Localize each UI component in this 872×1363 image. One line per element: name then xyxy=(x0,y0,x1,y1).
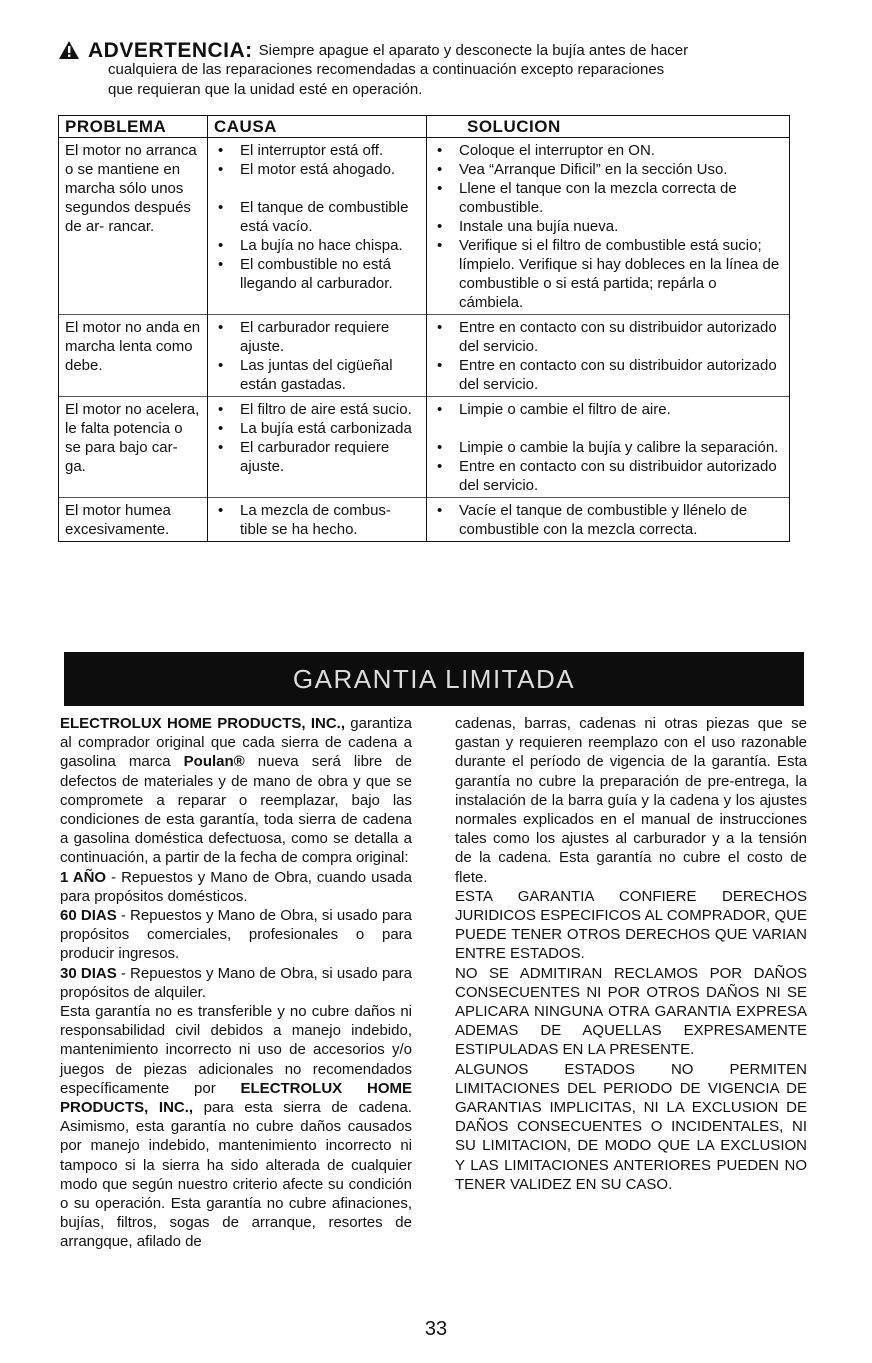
page-number: 33 xyxy=(424,1318,448,1340)
warranty-exclusions-paragraph: cadenas, barras, cadenas ni otras piezas que se gastan y requieren reemplazo con el uso razonable durante el período de vigencia de la garantía. Esta garantía no cubre la preparación de pre-entrega, la instalación de la barra guía y la cadena y los ajustes normales explicados en el manual de instrucciones tales como los ajustes al carburador y a la tensión de la cadena. Esta garantía no cubre el costo de flete. xyxy=(455,715,807,886)
warning-text-line2: cualquiera de las reparaciones recomendadas a continuación excepto reparaciones xyxy=(108,61,665,78)
header-problem: PROBLEMA xyxy=(59,116,208,138)
cause-cell xyxy=(208,138,427,315)
solution-item: • Entre en contacto con su distribuidor autorizado del servicio. xyxy=(433,356,783,394)
solution-cell xyxy=(427,498,790,542)
cause-item: • El filtro de aire está sucio. xyxy=(214,400,420,419)
table-row xyxy=(59,315,790,397)
term-label: 1 AÑO xyxy=(60,868,107,886)
problem-text: El motor no acelera, le falta potencia o se para bajo car- ga. xyxy=(65,401,200,475)
problem-text: El motor no anda en marcha lenta como debe. xyxy=(65,319,201,374)
term-text: - Repuestos y Mano de Obra, cuando usada para propósitos domésticos. xyxy=(60,868,412,905)
table-row xyxy=(59,138,790,315)
warning-block xyxy=(58,40,798,100)
warranty-states-paragraph: ALGUNOS ESTADOS NO PERMITEN LIMITACIONES DEL PERIODO DE VIGENCIA DE GARANTIAS IMPLICITAS, NI LA EXCLUSION DE DAÑOS CONSECUENTES O INCIDENTALES, NI SU LIMITACION, DE MODO QUE LA EXCLUSION Y LAS LIMITACIONES ANTERIORES PUEDEN NO TENER VALIDEZ EN SU CASO. xyxy=(455,1060,807,1193)
solution-item: • Entre en contacto con su distribuidor autorizado del servicio. xyxy=(433,318,783,356)
cause-item: • El carburador requiere ajuste. xyxy=(214,438,420,476)
warranty-claims-paragraph: NO SE ADMITIRAN RECLAMOS POR DAÑOS CONSECUENTES NI POR OTROS DAÑOS NI SE APLICARA NINGUNA OTRA GARANTIA EXPRESA ADEMAS DE AQUELLAS EXPRESAMENTE ESTIPULADAS EN LA PRESENTE. xyxy=(455,964,807,1059)
cause-item: • El carburador requiere ajuste. xyxy=(214,318,420,356)
term-label: 60 DIAS xyxy=(60,907,117,925)
warning-text-line1: Siempre apague el aparato y desconecte la bujía antes de hacer xyxy=(258,41,689,59)
problem-cell xyxy=(59,397,208,498)
solution-item: • Limpie o cambie el filtro de aire. xyxy=(433,400,783,419)
solution-item: • Limpie o cambie la bujía y calibre la separación. xyxy=(433,438,783,457)
solution-cell xyxy=(427,397,790,498)
term-label: 30 DIAS xyxy=(60,964,117,982)
warranty-body-paragraph xyxy=(60,1002,412,1252)
warranty-banner: GARANTIA LIMITADA xyxy=(64,652,804,706)
cause-item: • El interruptor está off. xyxy=(214,141,420,160)
cause-cell xyxy=(208,315,427,397)
solution-item: • Entre en contacto con su distribuidor autorizado del servicio. xyxy=(433,457,783,495)
problem-text: El motor humea excesivamente. xyxy=(65,502,171,538)
table-row xyxy=(59,498,790,542)
warranty-intro-paragraph xyxy=(60,714,412,868)
warranty-left-column xyxy=(60,714,412,1252)
warranty-intro-text-2: nueva será libre de defectos de materiales y de mano de obra y que se compromete a reparar o reemplazar, bajo las condiciones de esta garantía, toda sierra de cadena a gasolina doméstica defectuosa, como se detalla a continuación, a partir de la fecha de compra original: xyxy=(60,753,412,867)
warning-title: ADVERTENCIA: xyxy=(88,38,253,62)
cause-item: • Las juntas del cigüeñal están gastadas. xyxy=(214,356,420,394)
warranty-right-column xyxy=(455,714,807,1194)
header-cause: CAUSA xyxy=(208,116,427,138)
cause-item: • El tanque de combustible está vacío. xyxy=(214,198,420,236)
cause-item: • La mezcla de combus- tible se ha hecho. xyxy=(214,501,420,539)
cause-cell xyxy=(208,498,427,542)
term-text: - Repuestos y Mano de Obra, si usado para propósitos de alquiler. xyxy=(60,964,412,1001)
warranty-term xyxy=(60,906,412,964)
warning-triangle-icon xyxy=(58,40,80,60)
warranty-body-text-2: para esta sierra de cadena. Asimismo, esta garantía no cubre daños causados por manejo indebido, mantenimiento incorrecto ni tampoco si la sierra ha sido alterada de cualquier modo que según nuestro criterio afecte su condición o su operación. Esta garantía no cubre afinaciones, bujías, filtros, sogas de arranque, resortes de arrangque, afilado de xyxy=(60,1099,412,1251)
header-solution: SOLUCION xyxy=(427,116,790,138)
table-header-row xyxy=(59,116,790,138)
warranty-term xyxy=(60,868,412,906)
solution-item: • Coloque el interruptor en ON. xyxy=(433,141,783,160)
problem-cell xyxy=(59,315,208,397)
problem-cell xyxy=(59,498,208,542)
warranty-rights-paragraph: ESTA GARANTIA CONFIERE DERECHOS JURIDICOS ESPECIFICOS AL COMPRADOR, QUE PUEDE TENER OTROS DERECHOS QUE VARIAN ENTRE ESTADOS. xyxy=(455,887,807,963)
solution-item: • Vea “Arranque Dificil” en la sección Uso. xyxy=(433,160,783,179)
cause-item: • El motor está ahogado. xyxy=(214,160,420,179)
solution-cell xyxy=(427,315,790,397)
company-name: ELECTROLUX HOME PRODUCTS, INC., xyxy=(60,715,345,732)
solution-cell xyxy=(427,138,790,315)
cause-item: • La bujía no hace chispa. xyxy=(214,236,420,255)
cause-item: • El combustible no está llegando al carburador. xyxy=(214,255,420,293)
warning-text-line3: que requieran que la unidad esté en operación. xyxy=(108,81,423,98)
solution-item: • Llene el tanque con la mezcla correcta de combustible. xyxy=(433,179,783,217)
solution-item: • Instale una bujía nueva. xyxy=(433,217,783,236)
term-text: - Repuestos y Mano de Obra, si usado para propósitos comerciales, profesionales o para producir ingresos. xyxy=(60,907,412,963)
troubleshooting-table xyxy=(58,115,790,542)
brand-name: Poulan® xyxy=(183,753,245,771)
solution-item: • Vacíe el tanque de combustible y llénelo de combustible con la mezcla correcta. xyxy=(433,501,783,539)
cause-item: • La bujía está carbonizada xyxy=(214,419,420,438)
warranty-term xyxy=(60,964,412,1002)
table-row xyxy=(59,397,790,498)
solution-item: • Verifique si el filtro de combustible está sucio; límpielo. Verifique si hay dobleces en la línea de combustible o si está partida; repárla o cámbiela. xyxy=(433,236,783,312)
warranty-intro-text: garantiza al comprador original que cada sierra de cadena a gasolina marca xyxy=(60,715,412,771)
problem-cell xyxy=(59,138,208,315)
problem-text: El motor no arranca o se mantiene en marcha sólo unos segundos después de ar- rancar. xyxy=(65,142,197,235)
cause-cell xyxy=(208,397,427,498)
warranty-body-text: Esta garantía no es transferible y no cubre daños ni responsabilidad civil debidos a manejo indebido, mantenimiento incorrecto ni uso de accesorios y/o juegos de piezas adicionales no recomendados específicamente por xyxy=(60,1003,412,1097)
company-name-2: ELECTROLUX HOME PRODUCTS, INC., xyxy=(60,1079,412,1117)
